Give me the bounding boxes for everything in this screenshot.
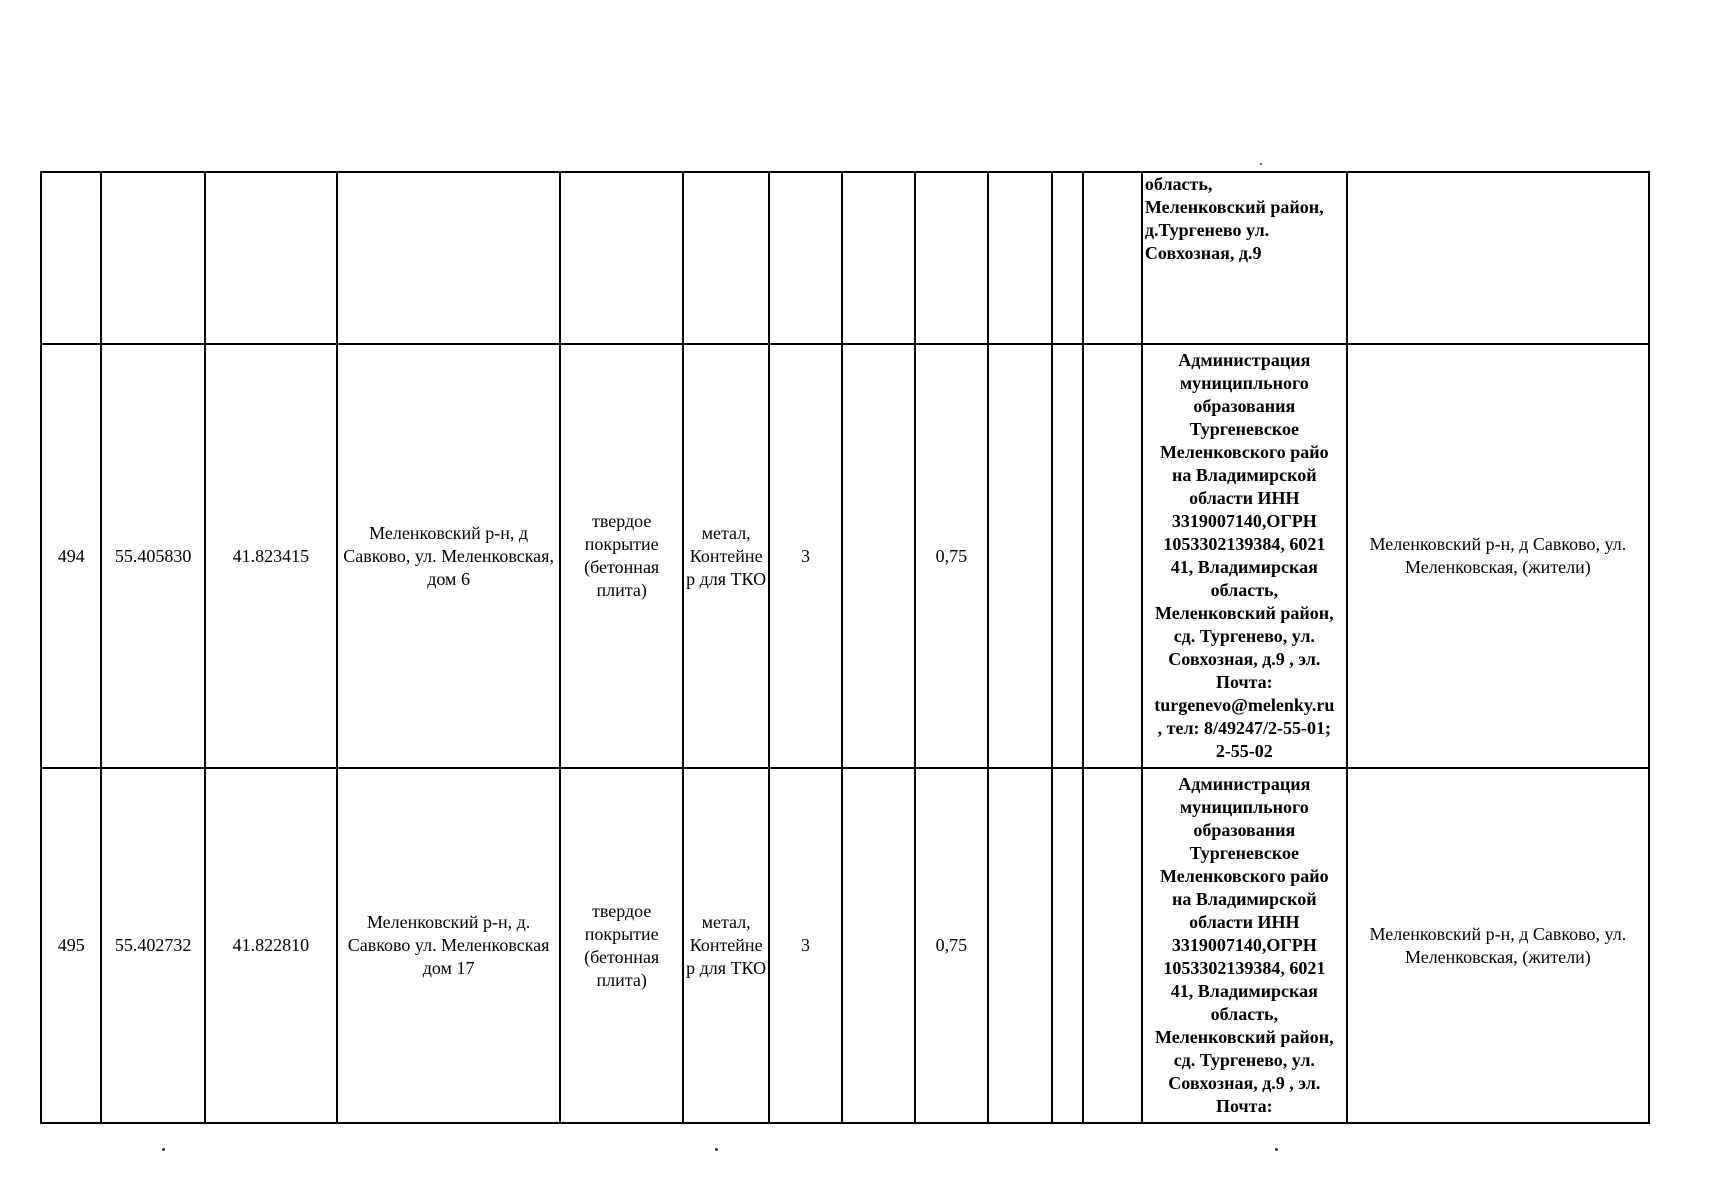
waste-source-cell: Меленковский р-н, д Савково, ул. Меленковская, (жители) [1347,768,1649,1123]
empty-cell [1347,172,1649,344]
empty-cell [769,172,842,344]
empty-cell [1052,344,1083,768]
address-cell: Меленковский р-н, д. Савково ул. Меленковская дом 17 [337,768,560,1123]
container-count-cell: 3 [769,768,842,1123]
empty-cell [1083,344,1142,768]
empty-cell [101,172,204,344]
scan-dot [715,1148,718,1151]
table-row [41,344,1649,768]
org-info-cell [1142,172,1347,344]
surface-cell: твердое покрытие (бетонная плита) [560,344,683,768]
empty-cell [988,172,1052,344]
waste-sites-table [40,171,1650,1124]
table-row [41,768,1649,1123]
org-info: Администрация муниципльного образования Тургеневское Меленковского райо на Владимирской области ИНН 3319007140,ОГРН 1053302139384, 6021 41, Владимирская область, Меленковский район, сд. Тургенево, ул. Совхозная, д.9 , эл. Почта: turgenevo@melenky.ru , тел: 8/49247/2-55-01; 2-55-02 [1154,350,1335,761]
row-number: 495 [41,768,101,1123]
table-row [41,172,1649,344]
empty-cell [915,172,989,344]
empty-cell [988,768,1052,1123]
scan-dot [1260,163,1262,165]
surface-cell: твердое покрытие (бетонная плита) [560,768,683,1123]
empty-cell [205,172,337,344]
org-info-cell [1142,344,1347,768]
empty-cell [842,172,915,344]
latitude-cell: 55.405830 [101,344,204,768]
container-volume-cell: 0,75 [915,344,989,768]
org-info: Администрация муниципльного образования Тургеневское Меленковского райо на Владимирской области ИНН 3319007140,ОГРН 1053302139384, 6021 41, Владимирская область, Меленковский район, сд. Тургенево, ул. Совхозная, д.9 , эл. Почта: [1154,774,1334,1116]
empty-cell [560,172,683,344]
empty-cell [1083,768,1142,1123]
latitude-cell: 55.402732 [101,768,204,1123]
container-count-cell: 3 [769,344,842,768]
empty-cell [337,172,560,344]
row-number: 494 [41,344,101,768]
scan-dot [162,1148,165,1151]
container-type-cell: метал, Контейнер для ТКО [683,768,769,1123]
empty-cell [1083,172,1142,344]
container-type-cell: метал, Контейнер для ТКО [683,344,769,768]
longitude-cell: 41.822810 [205,768,337,1123]
longitude-cell: 41.823415 [205,344,337,768]
empty-cell [1052,172,1083,344]
empty-cell [842,768,915,1123]
empty-cell [41,172,101,344]
empty-cell [842,344,915,768]
empty-cell [1052,768,1083,1123]
container-volume-cell: 0,75 [915,768,989,1123]
org-info-cell [1142,768,1347,1123]
empty-cell [988,344,1052,768]
empty-cell [683,172,769,344]
address-cell: Меленковский р-н, д Савково, ул. Меленковская, дом 6 [337,344,560,768]
waste-source-cell: Меленковский р-н, д Савково, ул. Меленковская, (жители) [1347,344,1649,768]
org-info-continued: область, Меленковский район, д.Тургенево ул. Совхозная, д.9 [1144,174,1324,263]
scan-dot [1275,1148,1278,1151]
